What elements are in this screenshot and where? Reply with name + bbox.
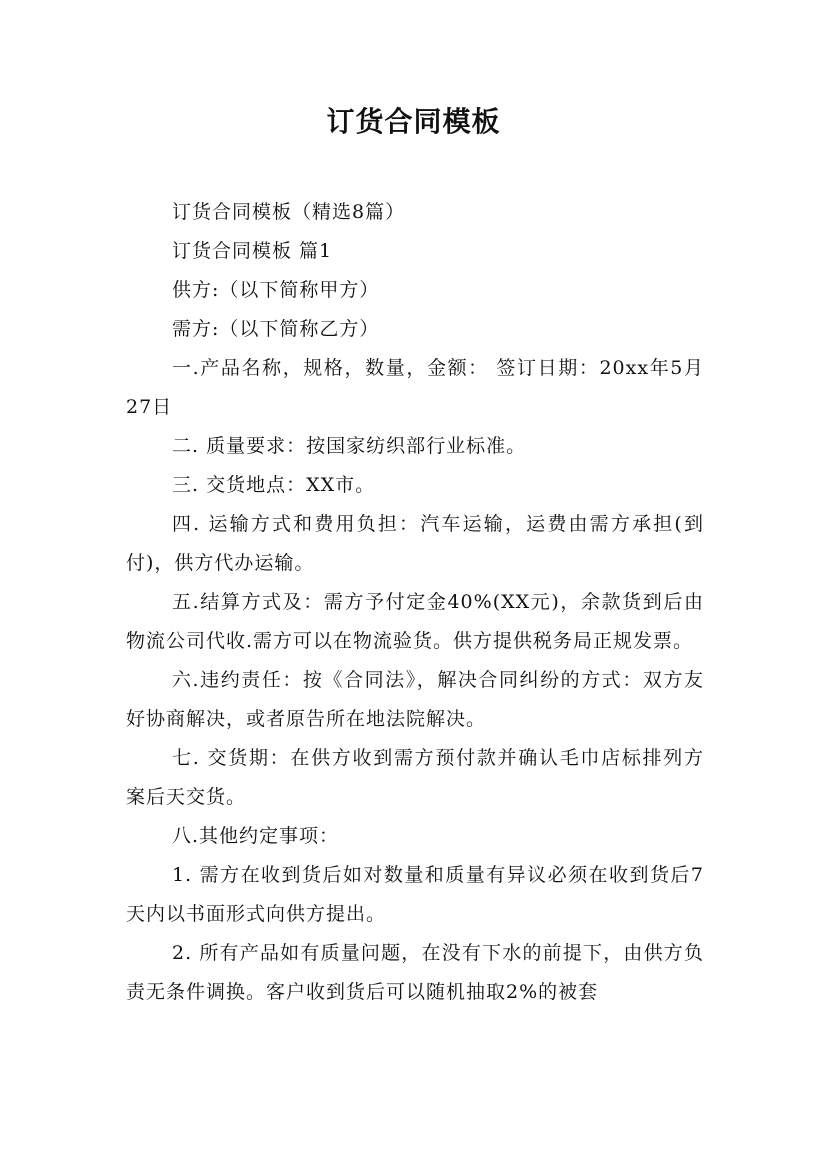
paragraph-quality-requirements: 二. 质量要求：按国家纺织部行业标准。 (172, 435, 527, 457)
document-body (126, 193, 704, 1012)
paragraph-transport-cost: 四. 运输方式和费用负担：汽车运输，运费由需方承担(到付)，供方代办运输。 (126, 513, 704, 574)
paragraph-supplier: 供方:（以下简称甲方） (172, 279, 380, 301)
paragraph-other-terms: 八.其他约定事项： (172, 825, 340, 847)
paragraph-term-1: 1. 需方在收到货后如对数量和质量有异议必须在收到货后7天内以书面形式向供方提出。 (126, 864, 704, 925)
paragraph-liability: 六.违约责任：按《合同法》，解决合同纠纷的方式：双方友好协商解决，或者原告所在地法院解决。 (126, 669, 704, 730)
paragraph-settlement: 五.结算方式及：需方予付定金40%(XX元)，余款货到后由物流公司代收.需方可以在物流验货。供方提供税务局正规发票。 (126, 591, 704, 652)
paragraph-buyer: 需方:（以下简称乙方） (172, 318, 380, 340)
paragraph-delivery-period: 七. 交货期：在供方收到需方预付款并确认毛巾店标排列方案后天交货。 (126, 747, 704, 808)
paragraph-selection-title: 订货合同模板（精选8篇） (172, 201, 406, 223)
paragraph-delivery-location: 三. 交货地点：XX市。 (172, 474, 376, 496)
paragraph-term-2: 2. 所有产品如有质量问题，在没有下水的前提下，由供方负责无条件调换。客户收到货后可以随机抽取2%的被套 (126, 942, 704, 1003)
paragraph-part-title: 订货合同模板 篇1 (172, 240, 333, 262)
document-title: 订货合同模板 (326, 105, 501, 138)
paragraph-product-info: 一.产品名称，规格，数量，金额： 签订日期：20xx年5月27日 (126, 357, 704, 418)
